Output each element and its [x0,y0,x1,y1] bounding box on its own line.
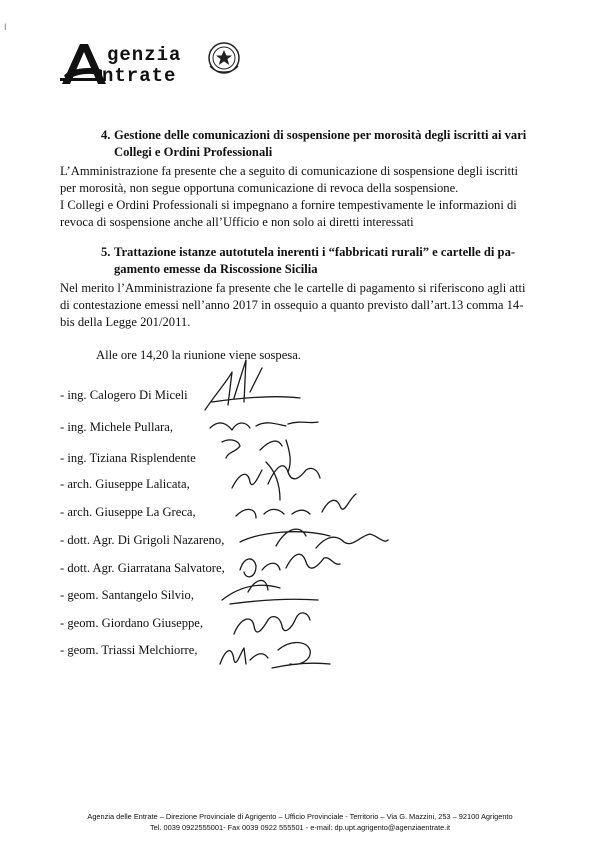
closing-sentence: Alle ore 14,20 la riunione viene sospesa. [96,348,301,362]
signature-di-grigoli [240,529,388,548]
paragraph-line: per morosità, non segue opportuna comunicazione di revoca della sospensione. [60,181,459,195]
attendee-line: - arch. Giuseppe Lalicata, [60,477,190,491]
section-4-title-line2: Collegi e Ordini Professionali [114,145,273,159]
section-4-number: 4. [101,128,111,142]
signature-risplendente [222,440,290,472]
republic-emblem-icon [209,43,239,73]
signature-la-greca [236,494,356,518]
paragraph-line: revoca di sospensione anche all’Ufficio e non solo ai diretti interessati [60,215,414,229]
paragraph-line: Nel merito l’Amministrazione fa presente che le cartelle di pagamento si riferiscono agli atti [60,281,526,295]
margin-mark: I [4,22,7,32]
section-5-body [60,280,550,331]
section-4-body [60,163,550,231]
signature-triassi [220,643,330,669]
paragraph-line: L’Amministrazione fa presente che a seguito di comunicazione di sospensione degli iscritti [60,164,519,178]
attendee-line: - ing. Tiziana Risplendente [60,451,196,465]
footer-contacts: Tel. 0039 0922555001- Fax 0039 0922 555501 - e-mail: dp.upt.agrigento@agenziaentrate.it [149,823,451,832]
paragraph-line: bis della Legge 201/2011. [60,315,191,329]
signature-pullara [210,422,318,430]
signature-lalicata [232,462,320,500]
signature-giordano [234,613,310,634]
attendee-line: - ing. Michele Pullara, [60,420,173,434]
footer-address: Agenzia delle Entrate – Direzione Provinciale di Agrigento – Ufficio Provinciale - Territorio – Via G. Mazzini, 253 – 92100 Agrigento [87,812,513,821]
attendee-line: - geom. Triassi Melchiorre, [60,643,198,657]
section-4-title-line1: Gestione delle comunicazioni di sospensione per morosità degli iscritti ai vari [114,128,527,142]
footer [0,811,600,833]
logo-word-genzia: genzia [107,44,182,66]
section-5-title-line2: gamento emesse da Riscossione Sicilia [114,262,318,276]
attendee-line: - dott. Agr. Di Grigoli Nazareno, [60,533,225,547]
section-5-number: 5. [101,245,111,259]
signature-giarratana [240,554,340,577]
attendee-line: - arch. Giuseppe La Greca, [60,505,196,519]
section-5-title [114,244,554,278]
signature-santangelo [222,580,318,604]
attendee-line: - ing. Calogero Di Miceli [60,388,188,402]
attendee-line: - dott. Agr. Giarratana Salvatore, [60,561,225,575]
attendee-line: - geom. Giordano Giuseppe, [60,616,204,630]
signature-di-miceli [205,360,300,410]
paragraph-line: I Collegi e Ordini Professionali si impegnano a fornire tempestivamente le informazioni di [60,198,517,212]
attendee-line: - geom. Santangelo Silvio, [60,588,194,602]
section-4-title [114,127,554,161]
section-5-title-line1: Trattazione istanze autotutela inerenti i “fabbricati rurali” e cartelle di pa- [114,245,516,259]
paragraph-line: di contestazione emessi nell’anno 2017 in ossequio a quanto previsto dall’art.13 comma 14- [60,298,524,312]
logo-word-ntrate: ntrate [102,65,177,87]
